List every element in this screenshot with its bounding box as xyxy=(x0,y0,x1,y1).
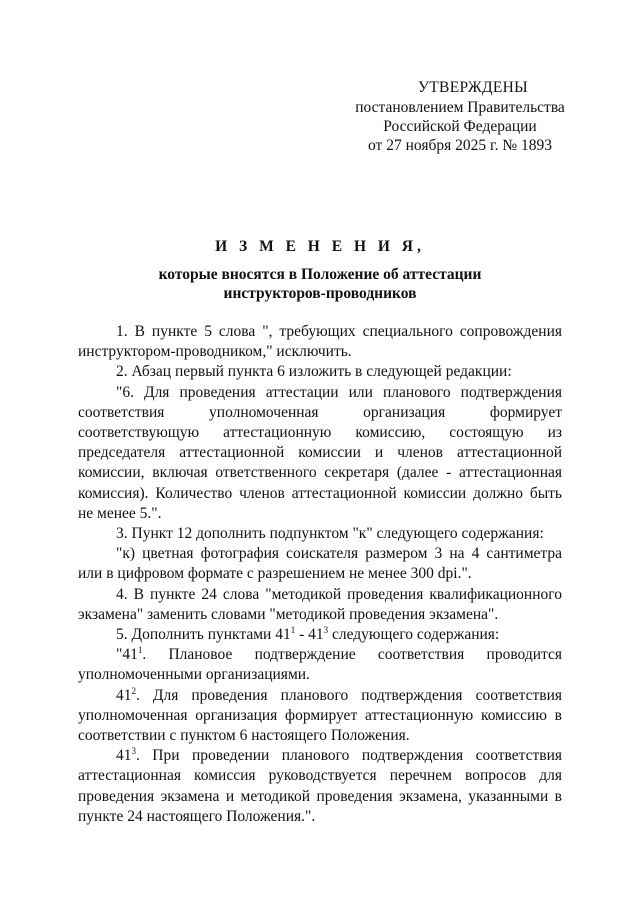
paragraph-5: "к) цветная фотография соискателя размером 3 на 4 сантиметра или в цифровом формате с разрешением не менее 300 dpi.". xyxy=(78,545,562,583)
paragraph-10-superscript: 3 xyxy=(131,746,136,757)
paragraph-10 xyxy=(78,746,562,827)
paragraph-7-superscript-a: 1 xyxy=(290,625,296,636)
approval-line-3: от 27 ноября 2025 г. № 1893 xyxy=(368,137,552,154)
document-heading xyxy=(78,237,562,303)
document-title: И З М Е Н Е Н И Я, xyxy=(215,238,425,255)
approval-line-1: постановлением Правительства xyxy=(355,99,565,116)
paragraph-1: 1. В пункте 5 слова ", требующих специального сопровождения инструктором-проводником," исключить. xyxy=(78,323,562,361)
document-body xyxy=(78,322,562,827)
paragraph-7 xyxy=(78,625,562,645)
paragraph-9-superscript: 2 xyxy=(131,685,136,696)
paragraph-7-text-b: - 41 xyxy=(295,626,324,644)
paragraph-8 xyxy=(78,645,562,685)
paragraph-10-number: 41 xyxy=(116,747,132,765)
paragraph-2: 2. Абзац первый пункта 6 изложить в следующей редакции: xyxy=(116,363,512,381)
approval-block xyxy=(340,78,580,155)
approval-stamp: УТВЕРЖДЕНЫ xyxy=(418,79,528,96)
paragraph-8-superscript: 1 xyxy=(137,645,143,656)
paragraph-9-number: 41 xyxy=(116,686,132,704)
paragraph-7-superscript-b: 3 xyxy=(323,625,329,636)
paragraph-7-text-a: 5. Дополнить пунктами 41 xyxy=(116,626,291,644)
paragraph-8-number: "41 xyxy=(116,646,138,664)
paragraph-9-text: . Для проведения планового подтверждения соответствия уполномоченная организация формирует аттестационную комиссию в соответствии с пунктом 6 настоящего Положения. xyxy=(78,686,562,745)
paragraph-7-text-c: следующего содержания: xyxy=(328,626,500,644)
document-subtitle-line-2: инструкторов-проводников xyxy=(223,285,417,302)
paragraph-9 xyxy=(78,686,562,747)
document-subtitle-line-1: которые вносятся в Положение об аттестации xyxy=(158,266,482,283)
paragraph-3: "6. Для проведения аттестации или планового подтверждения соответствия уполномоченная организация формирует соответствующую аттестационную комиссию, состоящую из председателя аттестационной комиссии и членов аттестационной комиссии, включая ответственного секретаря (далее - аттестационная комиссия). Количество членов аттестационной комиссии должно быть не менее 5.". xyxy=(78,383,562,522)
approval-line-2: Российской Федерации xyxy=(383,118,537,135)
paragraph-4: 3. Пункт 12 дополнить подпунктом "к" следующего содержания: xyxy=(116,525,544,543)
paragraph-10-text: . При проведении планового подтверждения соответствия аттестационная комиссия руководствуется перечнем вопросов для проведения экзамена и методикой проведения экзамена, указанными в пункте 24 настоящего Положения.". xyxy=(78,747,562,825)
paragraph-8-text: . Плановое подтверждение соответствия проводится уполномоченными организациями. xyxy=(78,646,562,684)
paragraph-6: 4. В пункте 24 слова "методикой проведения квалификационного экзамена" заменить словами "методикой проведения экзамена". xyxy=(78,585,562,623)
